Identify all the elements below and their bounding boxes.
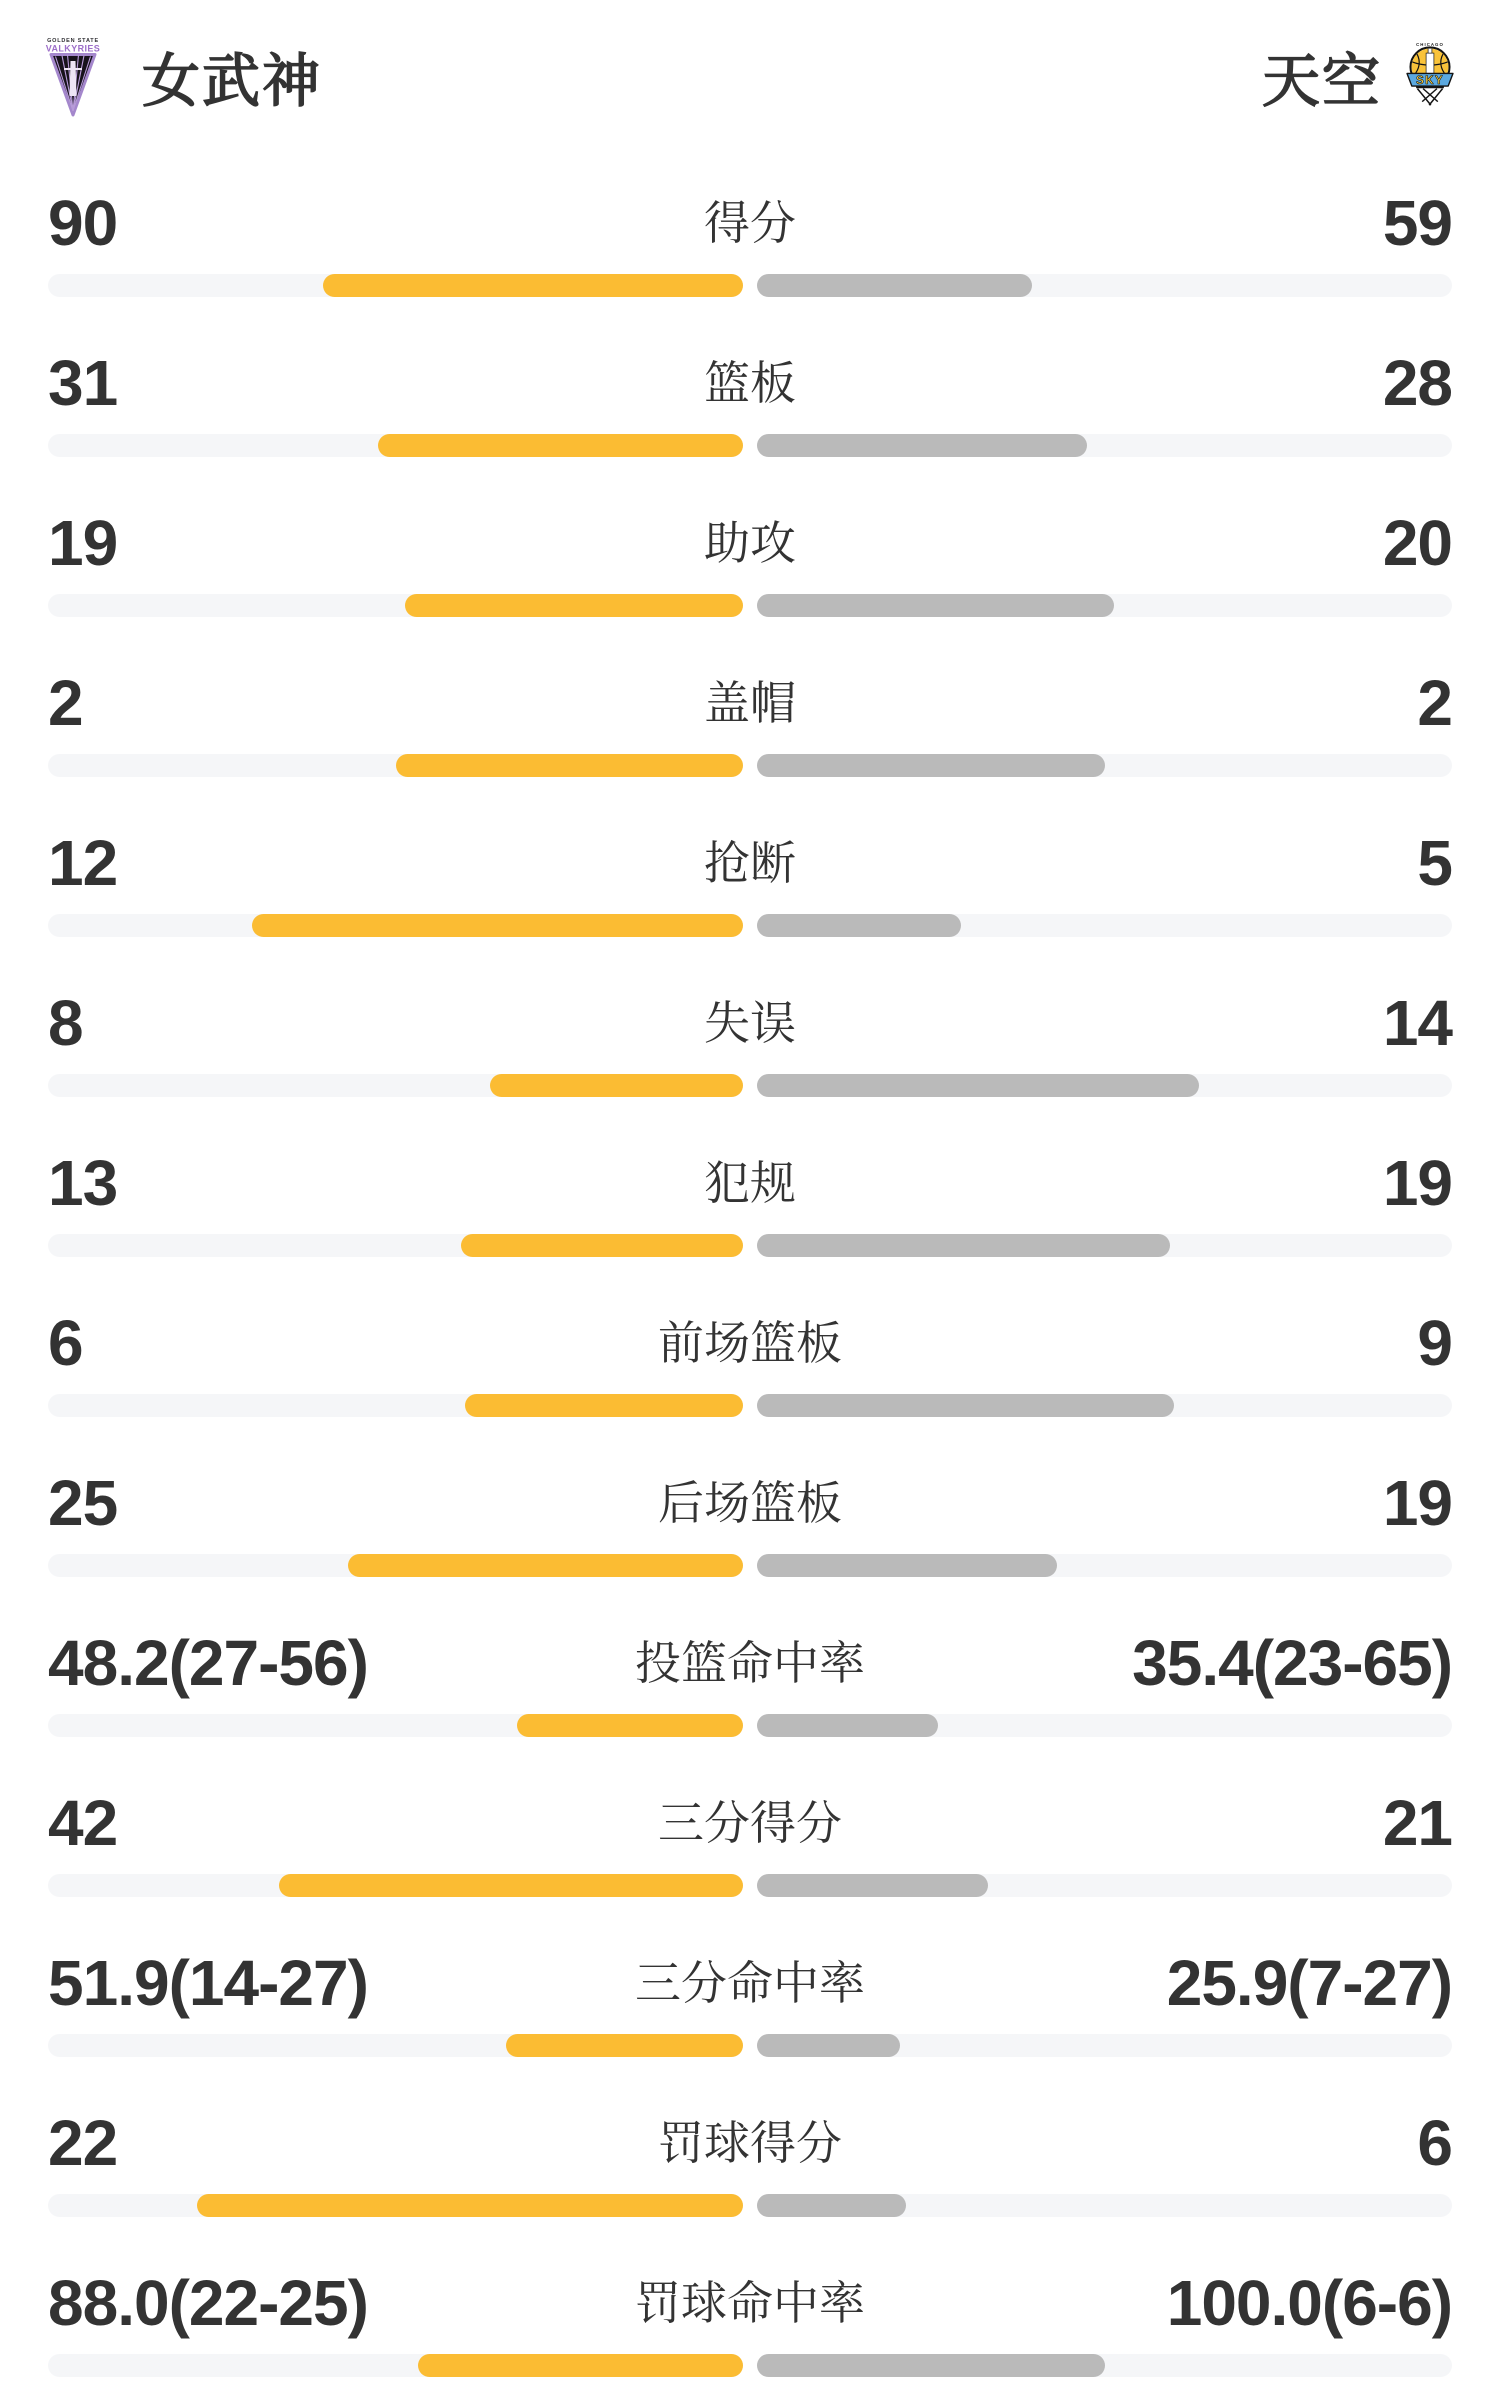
left-team-value: 51.9(14-27) (48, 1947, 368, 2019)
stat-row-fouls (48, 1140, 1452, 1257)
left-bar-fill (517, 1714, 743, 1737)
stat-row-assists (48, 500, 1452, 617)
stat-row-free-throw-pct (48, 2260, 1452, 2377)
right-bar-track (757, 1394, 1452, 1417)
left-bar-track (48, 2194, 743, 2217)
right-bar-track (757, 2034, 1452, 2057)
stat-label: 三分得分 (658, 1797, 842, 1849)
valkyries-logo-top-text: GOLDEN STATE (47, 38, 99, 44)
stat-row-three-point-points (48, 1780, 1452, 1897)
left-team[interactable] (44, 34, 322, 118)
stat-label: 盖帽 (704, 677, 796, 729)
right-team-value: 59 (1382, 187, 1452, 259)
stat-row-blocks (48, 660, 1452, 777)
left-bar-track (48, 594, 743, 617)
stat-bars (48, 2354, 1452, 2377)
stat-bars (48, 274, 1452, 297)
match-stats-header (0, 0, 1500, 118)
left-bar-track (48, 2354, 743, 2377)
left-bar-fill (378, 434, 743, 457)
stat-bars (48, 1874, 1452, 1897)
stats-comparison-list (0, 180, 1500, 2377)
right-bar-fill (757, 274, 1032, 297)
stat-bars (48, 1074, 1452, 1097)
right-team-value: 35.4(23-65) (1132, 1627, 1452, 1699)
left-bar-fill (405, 594, 743, 617)
right-team-value: 2 (1417, 667, 1452, 739)
left-bar-fill (252, 914, 743, 937)
right-bar-track (757, 1874, 1452, 1897)
right-bar-fill (757, 2354, 1105, 2377)
left-bar-fill (461, 1234, 743, 1257)
stat-row-free-throw-points (48, 2100, 1452, 2217)
stat-label: 得分 (704, 197, 796, 249)
right-team[interactable] (1262, 34, 1456, 118)
stat-bars (48, 914, 1452, 937)
left-team-value: 31 (48, 347, 118, 419)
right-bar-track (757, 914, 1452, 937)
left-bar-track (48, 1554, 743, 1577)
valkyries-logo-main-text: VALKYRIES (45, 43, 101, 54)
right-bar-fill (757, 2194, 906, 2217)
right-team-value: 21 (1382, 1787, 1452, 1859)
right-bar-track (757, 2354, 1452, 2377)
left-bar-track (48, 914, 743, 937)
left-bar-fill (396, 754, 744, 777)
right-bar-track (757, 1234, 1452, 1257)
left-bar-fill (197, 2194, 743, 2217)
right-bar-track (757, 2194, 1452, 2217)
left-team-value: 88.0(22-25) (48, 2267, 368, 2339)
stat-label: 犯规 (704, 1157, 796, 1209)
right-team-name: 天空 (1261, 49, 1382, 114)
stat-bars (48, 434, 1452, 457)
right-team-value: 100.0(6-6) (1166, 2267, 1452, 2339)
left-team-name: 女武神 (142, 49, 323, 114)
stat-bars (48, 2194, 1452, 2217)
left-team-value: 25 (48, 1467, 118, 1539)
right-bar-fill (757, 1234, 1170, 1257)
stat-bars (48, 1554, 1452, 1577)
right-bar-fill (757, 1074, 1199, 1097)
stat-label: 篮板 (704, 357, 796, 409)
left-bar-fill (348, 1554, 743, 1577)
stat-bars (48, 594, 1452, 617)
sky-logo-top-text: CHICAGO (1416, 41, 1444, 47)
right-bar-track (757, 1554, 1452, 1577)
right-bar-track (757, 1074, 1452, 1097)
right-team-value: 5 (1417, 827, 1452, 899)
right-bar-fill (757, 754, 1105, 777)
right-team-value: 9 (1417, 1307, 1452, 1379)
left-team-value: 8 (48, 987, 83, 1059)
right-bar-track (757, 274, 1452, 297)
stat-label: 失误 (704, 997, 796, 1049)
left-bar-fill (506, 2034, 743, 2057)
left-bar-fill (465, 1394, 743, 1417)
left-bar-track (48, 1074, 743, 1097)
stat-row-rebounds (48, 340, 1452, 457)
stat-label: 罚球命中率 (635, 2277, 865, 2329)
stat-label: 三分命中率 (635, 1957, 865, 2009)
stat-row-points (48, 180, 1452, 297)
left-bar-track (48, 274, 743, 297)
left-bar-track (48, 1714, 743, 1737)
left-team-value: 90 (48, 187, 118, 259)
right-team-value: 20 (1382, 507, 1452, 579)
sky-logo-main-text: SKY (1416, 73, 1444, 87)
left-team-value: 13 (48, 1147, 118, 1219)
left-team-value: 12 (48, 827, 118, 899)
right-bar-fill (757, 594, 1114, 617)
right-team-value: 6 (1417, 2107, 1452, 2179)
stat-label: 后场篮板 (658, 1477, 842, 1529)
right-bar-fill (757, 2034, 900, 2057)
stat-label: 投篮命中率 (635, 1637, 865, 1689)
left-team-value: 48.2(27-56) (48, 1627, 368, 1699)
left-bar-fill (279, 1874, 743, 1897)
left-bar-track (48, 1234, 743, 1257)
stat-row-field-goal-pct (48, 1620, 1452, 1737)
stat-label: 罚球得分 (658, 2117, 842, 2169)
left-bar-track (48, 1394, 743, 1417)
left-team-value: 2 (48, 667, 83, 739)
left-team-value: 42 (48, 1787, 118, 1859)
stat-row-three-point-pct (48, 1940, 1452, 2057)
sky-logo-icon (1404, 40, 1456, 113)
right-team-value: 14 (1382, 987, 1452, 1059)
stat-label: 助攻 (704, 517, 796, 569)
left-bar-fill (323, 274, 743, 297)
stat-label: 前场篮板 (658, 1317, 842, 1369)
right-bar-fill (757, 434, 1087, 457)
left-bar-fill (490, 1074, 743, 1097)
valkyries-logo-icon (44, 34, 102, 118)
stat-bars (48, 1394, 1452, 1417)
left-bar-track (48, 2034, 743, 2057)
right-team-value: 28 (1382, 347, 1452, 419)
stat-bars (48, 2034, 1452, 2057)
right-bar-fill (757, 1714, 938, 1737)
stat-bars (48, 1714, 1452, 1737)
right-team-value: 25.9(7-27) (1166, 1947, 1452, 2019)
stat-bars (48, 1234, 1452, 1257)
right-bar-fill (757, 1874, 988, 1897)
stat-row-defensive-rebounds (48, 1460, 1452, 1577)
stat-bars (48, 754, 1452, 777)
right-bar-track (757, 594, 1452, 617)
left-team-value: 19 (48, 507, 118, 579)
left-bar-track (48, 1874, 743, 1897)
right-team-value: 19 (1382, 1147, 1452, 1219)
left-team-value: 22 (48, 2107, 118, 2179)
right-bar-fill (757, 1394, 1174, 1417)
stat-row-steals (48, 820, 1452, 937)
left-team-value: 6 (48, 1307, 83, 1379)
right-bar-fill (757, 1554, 1057, 1577)
stat-row-offensive-rebounds (48, 1300, 1452, 1417)
stat-label: 抢断 (704, 837, 796, 889)
stat-row-turnovers (48, 980, 1452, 1097)
left-bar-fill (418, 2354, 743, 2377)
right-bar-track (757, 754, 1452, 777)
right-team-value: 19 (1382, 1467, 1452, 1539)
right-bar-track (757, 434, 1452, 457)
right-bar-track (757, 1714, 1452, 1737)
right-bar-fill (757, 914, 961, 937)
left-bar-track (48, 434, 743, 457)
left-bar-track (48, 754, 743, 777)
